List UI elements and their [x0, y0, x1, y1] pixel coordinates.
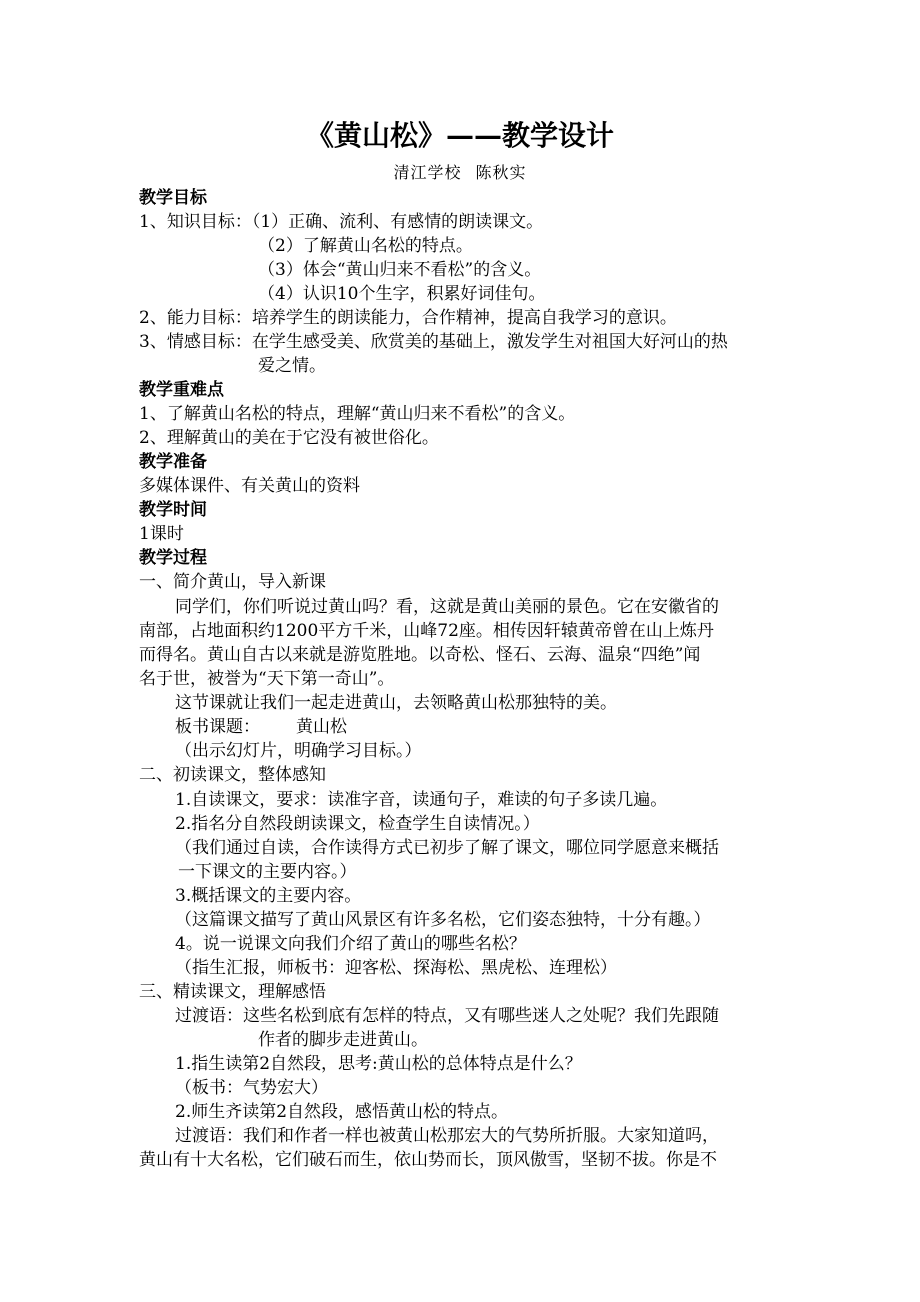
- section-heading-preparation: 教学准备: [139, 452, 207, 472]
- step-2-item-1: 1.自读课文，要求：读准字音，读通句子，难读的句子多读几遍。: [175, 790, 668, 810]
- step-3-item-1: 1.指生读第2自然段，思考:黄山松的总体特点是什么？: [175, 1054, 582, 1074]
- step-1-paragraph-line-3: 而得名。黄山自古以来就是游览胜地。以奇松、怪石、云海、温泉“四绝”闻: [139, 645, 701, 665]
- step-2-note-line-2: 一下课文的主要内容。）: [178, 862, 357, 882]
- step-3-transition-2-line-1: 过渡语：我们和作者一样也被黄山松那宏大的气势所折服。大家知道吗，: [175, 1126, 719, 1146]
- author-name: 陈秋实: [475, 163, 527, 182]
- knowledge-item-3: （3）体会“黄山归来不看松”的含义。: [258, 260, 542, 280]
- step-3-item-2: 2.师生齐读第2自然段，感悟黄山松的特点。: [175, 1102, 509, 1122]
- step-1-paragraph-line-1: 同学们，你们听说过黄山吗？看，这就是黄山美丽的景色。它在安徽省的: [175, 597, 719, 617]
- step-2-item-3-note: （这篇课文描写了黄山风景区有许多名松，它们姿态独特，十分有趣。）: [175, 910, 711, 930]
- document-title: 《黄山松》——教学设计: [305, 119, 614, 152]
- ability-objective: 2、能力目标：培养学生的朗读能力，合作精神，提高自我学习的意识。: [139, 308, 677, 328]
- preparation-text: 多媒体课件、有关黄山的资料: [139, 476, 360, 496]
- difficulty-item-2: 2、理解黄山的美在于它没有被世俗化。: [139, 428, 439, 448]
- step-2-item-4-note: （指生汇报，师板书：迎客松、探海松、黑虎松、连理松）: [175, 958, 617, 978]
- knowledge-item-2: （2）了解黄山名松的特点。: [258, 236, 473, 256]
- step-1-title: 一、简介黄山，导入新课: [139, 572, 326, 592]
- step-1-paragraph-2: 这节课就让我们一起走进黄山，去领略黄山松那独特的美。: [175, 693, 617, 713]
- step-3-transition-line-1: 过渡语：这些名松到底有怎样的特点，又有哪些迷人之处呢？我们先跟随: [175, 1006, 719, 1026]
- knowledge-item-4: （4）认识10个生字，积累好词佳句。: [258, 284, 546, 304]
- step-2-note-line-1: （我们通过自读，合作读得方式已初步了解了课文，哪位同学愿意来概括: [175, 838, 719, 858]
- step-1-paragraph-line-4: 名于世，被誉为“天下第一奇山”。: [139, 669, 395, 689]
- step-3-title: 三、精读课文，理解感悟: [139, 982, 326, 1002]
- step-2-item-4: 4。说一说课文向我们介绍了黄山的哪些名松？: [175, 934, 526, 954]
- step-3-transition-2-line-2: 黄山有十大名松，它们破石而生，依山势而长，顶风傲雪，坚韧不拔。你是不: [139, 1150, 717, 1170]
- difficulty-item-1: 1、了解黄山名松的特点，理解“黄山归来不看松”的含义。: [139, 404, 576, 424]
- board-title-value: 黄山松: [296, 717, 347, 737]
- section-heading-process: 教学过程: [139, 548, 207, 568]
- step-3-item-1-note: （板书：气势宏大）: [175, 1078, 328, 1098]
- emotion-objective-line-1: 3、情感目标：在学生感受美、欣赏美的基础上，激发学生对祖国大好河山的热: [139, 332, 728, 352]
- author-line: [0, 162, 920, 184]
- board-title-line: [175, 715, 815, 739]
- step-1-paragraph-line-2: 南部，占地面积约1200平方千米，山峰72座。相传因轩辕黄帝曾在山上炼丹: [139, 621, 714, 641]
- board-title-label: 板书课题：: [175, 717, 260, 737]
- step-2-item-2: 2.指名分自然段朗读课文，检查学生自读情况。）: [175, 814, 540, 834]
- section-heading-difficulties: 教学重难点: [139, 380, 224, 400]
- section-heading-time: 教学时间: [139, 500, 207, 520]
- knowledge-prefix: 1、知识目标：: [139, 212, 252, 232]
- emotion-objective-line-2: 爱之情。: [258, 356, 326, 376]
- knowledge-objective-line: [139, 210, 779, 234]
- knowledge-item-1: （1）正确、流利、有感情的朗读课文。: [251, 212, 544, 232]
- step-3-transition-line-2: 作者的脚步走进黄山。: [258, 1030, 428, 1050]
- section-heading-objectives: 教学目标: [139, 188, 207, 208]
- school-name: 清江学校: [393, 163, 462, 182]
- step-2-title: 二、初读课文，整体感知: [139, 765, 326, 785]
- step-2-item-3: 3.概括课文的主要内容。: [175, 886, 362, 906]
- time-text: 1课时: [139, 524, 184, 544]
- slide-note: （出示幻灯片，明确学习目标。）: [175, 741, 422, 761]
